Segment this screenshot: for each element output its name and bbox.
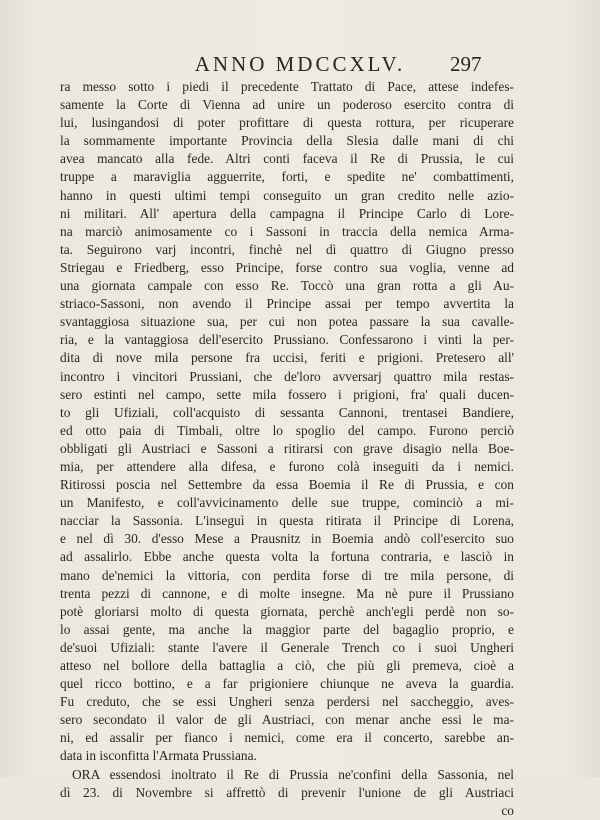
text-line: e nel dì 30. d'esso Mese a Prausnitz in Boemia andò coll'esercito suo [60,531,514,547]
text-line: svantaggiosa situazione sua, per cui non potea passare la sua cavalle- [60,314,514,330]
text-line: Striegau e Friedberg, esso Principe, forse contro sua voglia, venne ad [60,259,514,275]
text-line: ad assalirlo. Ebbe anche questa volta la fortuna contraria, e lasciò in [60,549,514,565]
page-number: 297 [450,52,482,76]
text-line: ed otto paia di Timbali, oltre lo spoglio del campo. Furono perciò [60,422,514,438]
text-line: mia, per attendere alla difesa, e furono colà inseguiti da i nemici. [60,458,514,474]
text-line: striaco-Sassoni, non avendo il Principe assai per tempo avvertita la [60,296,514,312]
text-line: quel ricco bottino, e a far prigioniere chiunque ne aveva la guardia. [60,676,514,692]
text-line: ni, ed assalir per fianco i nemici, come era il concerto, sarebbe an- [60,730,514,746]
text-line: truppe a maraviglia agguerrite, forti, e spedite ne' combattimenti, [60,169,514,185]
text-line: na marciò animosamente co i Sassoni in traccia della nemica Arma- [60,223,514,239]
text-line: ria, e la vantaggiosa dell'esercito Prussiano. Confessarono i vinti la per- [60,332,514,348]
text-line: trenta pezzi di cannone, e di molte insegne. Ma nè pure il Prussiano [60,585,514,601]
text-line: Ritirossi poscia nel Settembre da essa Boemia il Re di Prussia, e con [60,477,514,493]
text-line: ORA essendosi inoltrato il Re di Prussia ne'confini della Sassonia, nel [72,766,514,782]
text-line: una giornata campale con esso Re. Toccò una gran rotta a gli Au- [60,278,514,294]
text-line: la sommamente importante Provincia della Slesia dalle mani di chi [60,133,514,149]
text-line: dita di nove mila persone fra uccisi, feriti e prigioni. Pretesero all' [60,350,514,366]
text-line: to gli Ufiziali, coll'acquisto di sessanta Cannoni, trentasei Bandiere, [60,404,514,420]
text-line: data in isconfitta l'Armata Prussiana. [60,748,257,764]
text-line: samente la Corte di Vienna ad unire un poderoso esercito contra di [60,97,514,113]
text-line: incontro i vincitori Prussiani, che de'loro avversarj quattro mila restas- [60,368,514,384]
catchword: co [501,802,514,818]
text-line: ni militari. All' apertura della campagna il Principe Carlo di Lore- [60,205,514,221]
text-line: lo assai gente, ma anche la maggior parte del bagaglio proprio, e [60,621,514,637]
text-line: lui, lusingandosi di poter profittare di questa rottura, per ricuperare [60,115,514,131]
running-header: ANNO MDCCXLV. [194,52,406,76]
text-line: sero estinti nel campo, sette mila fossero i prigioni, fra' quali ducen- [60,386,514,402]
text-line: potè gloriarsi molto di questa giornata, perchè anch'egli perdè non so- [60,603,514,619]
text-line: de'suoi Ufiziali: stante l'avere il Generale Trench co i suoi Ungheri [60,639,514,655]
text-line: mano de'nemici la vittoria, con perdita forse di tre mila persone, di [60,567,514,583]
text-line: dì 23. di Novembre si affrettò di prevenir l'unione de gli Austriaci [60,784,514,800]
body-text [60,78,514,820]
text-line: obbligati gli Austriaci e Sassoni a ritirarsi con grave disagio nella Boe- [60,440,514,456]
text-line: un Manifesto, e coll'avvicinamento delle sue truppe, cominciò a mi- [60,495,514,511]
text-line: avea mancato alla fede. Altri conti faceva il Re di Prussia, le cui [60,151,514,167]
text-line: hanno in questi ultimi tempi conseguito un gran credito nelle azio- [60,187,514,203]
text-line: sero secondato il valor de gli Austriaci, con menar anche essi le ma- [60,712,514,728]
text-line: ta. Seguirono varj incontri, finchè nel dì quattro di Giugno presso [60,241,514,257]
text-line: atteso nel bollore della battaglia a ciò, che più gli premeva, cioè a [60,658,514,673]
text-line: Fu creduto, che se essi Ungheri senza perdersi nel saccheggio, aves- [60,694,514,710]
text-line: ra messo sotto i piedi il precedente Trattato di Pace, attese indefes- [60,79,514,94]
text-line: nacciar la Sassonia. L'inseguì in questa ritirata il Principe di Lorena, [60,513,514,529]
